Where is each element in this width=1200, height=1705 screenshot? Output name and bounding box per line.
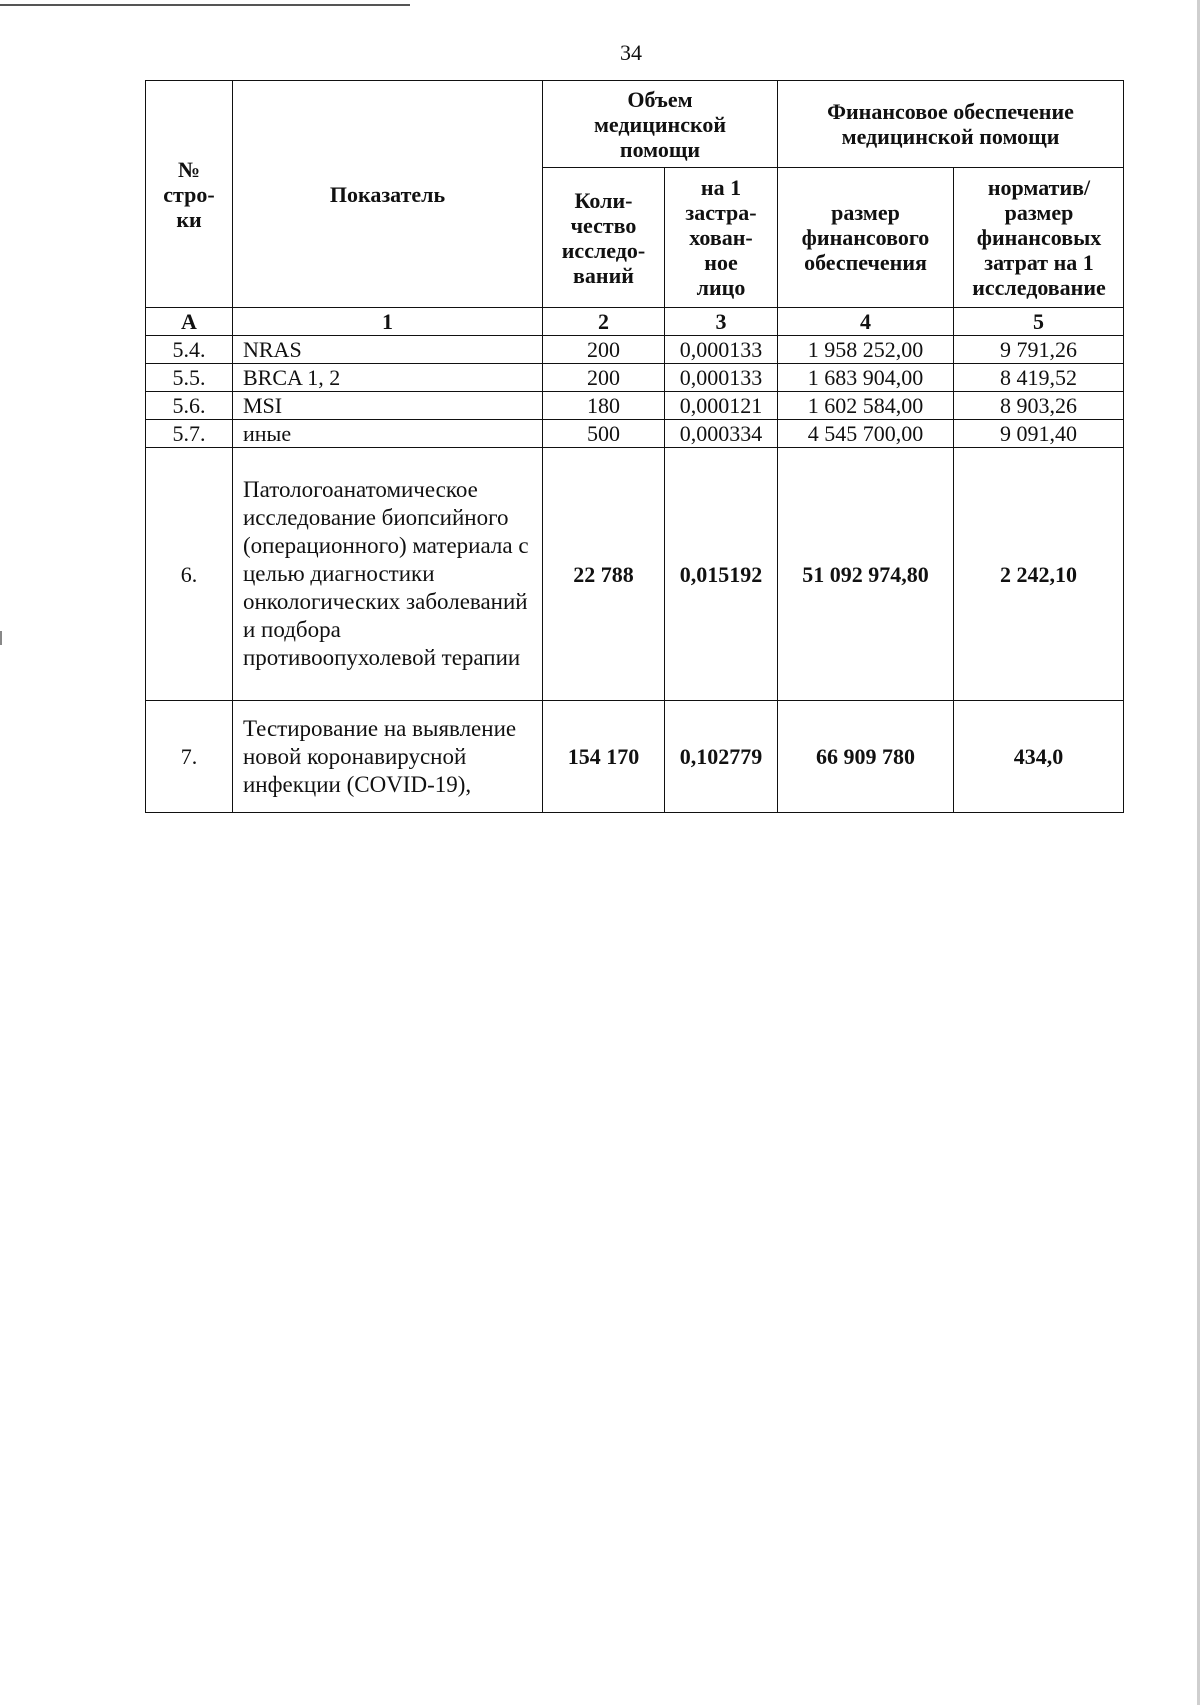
row-indicator: иные (233, 420, 543, 448)
row-count: 200 (543, 364, 665, 392)
header-row-1 (146, 81, 1124, 168)
header-per-insured: на 1 застра-хован-ное лицо (665, 168, 778, 308)
row-indicator: Тестирование на выявление новой коронавирусной инфекции (COVID-19), (233, 701, 543, 813)
row-indicator: NRAS (233, 336, 543, 364)
row-finance: 66 909 780 (778, 701, 954, 813)
table-row (146, 420, 1124, 448)
col-number: 1 (233, 308, 543, 336)
header-volume-group: Объем медицинской помощи (543, 81, 778, 168)
row-count: 154 170 (543, 701, 665, 813)
row-norm: 9 791,26 (954, 336, 1124, 364)
row-norm: 434,0 (954, 701, 1124, 813)
row-norm: 8 419,52 (954, 364, 1124, 392)
row-per-insured: 0,000133 (665, 336, 778, 364)
table-row (146, 336, 1124, 364)
header-norm: норматив/ размер финансовых затрат на 1 исследование (954, 168, 1124, 308)
row-per-insured: 0,000334 (665, 420, 778, 448)
row-norm: 9 091,40 (954, 420, 1124, 448)
row-per-insured: 0,102779 (665, 701, 778, 813)
row-no: 7. (146, 701, 233, 813)
header-count: Коли-чество исследо-ваний (543, 168, 665, 308)
header-finance-group: Финансовое обеспечение медицинской помощи (778, 81, 1124, 168)
row-finance: 1 602 584,00 (778, 392, 954, 420)
row-finance: 1 958 252,00 (778, 336, 954, 364)
row-norm: 8 903,26 (954, 392, 1124, 420)
row-indicator: Патологоанатомическое исследование биопсийного (операционного) материала с целью диагностики онкологических заболеваний и подбора противоопухолевой терапии (233, 448, 543, 701)
scan-mark-left (0, 631, 2, 645)
row-indicator: BRCA 1, 2 (233, 364, 543, 392)
header-row-no: № стро-ки (146, 81, 233, 308)
row-no: 6. (146, 448, 233, 701)
row-finance: 51 092 974,80 (778, 448, 954, 701)
row-per-insured: 0,000133 (665, 364, 778, 392)
row-count: 200 (543, 336, 665, 364)
header-indicator: Показатель (233, 81, 543, 308)
col-number: 3 (665, 308, 778, 336)
row-no: 5.7. (146, 420, 233, 448)
page-number: 34 (620, 40, 642, 65)
row-no: 5.4. (146, 336, 233, 364)
column-number-row (146, 308, 1124, 336)
col-number: 4 (778, 308, 954, 336)
row-indicator: MSI (233, 392, 543, 420)
scan-edge-top (0, 4, 410, 6)
table-row (146, 448, 1124, 701)
row-count: 500 (543, 420, 665, 448)
row-finance: 4 545 700,00 (778, 420, 954, 448)
table-row (146, 364, 1124, 392)
col-number: А (146, 308, 233, 336)
col-number: 5 (954, 308, 1124, 336)
table-row (146, 392, 1124, 420)
finance-table (145, 80, 1124, 813)
col-number: 2 (543, 308, 665, 336)
row-per-insured: 0,015192 (665, 448, 778, 701)
row-count: 22 788 (543, 448, 665, 701)
row-per-insured: 0,000121 (665, 392, 778, 420)
row-no: 5.5. (146, 364, 233, 392)
row-finance: 1 683 904,00 (778, 364, 954, 392)
row-no: 5.6. (146, 392, 233, 420)
table-row (146, 701, 1124, 813)
header-finance-size: размер финансового обеспечения (778, 168, 954, 308)
row-count: 180 (543, 392, 665, 420)
row-norm: 2 242,10 (954, 448, 1124, 701)
